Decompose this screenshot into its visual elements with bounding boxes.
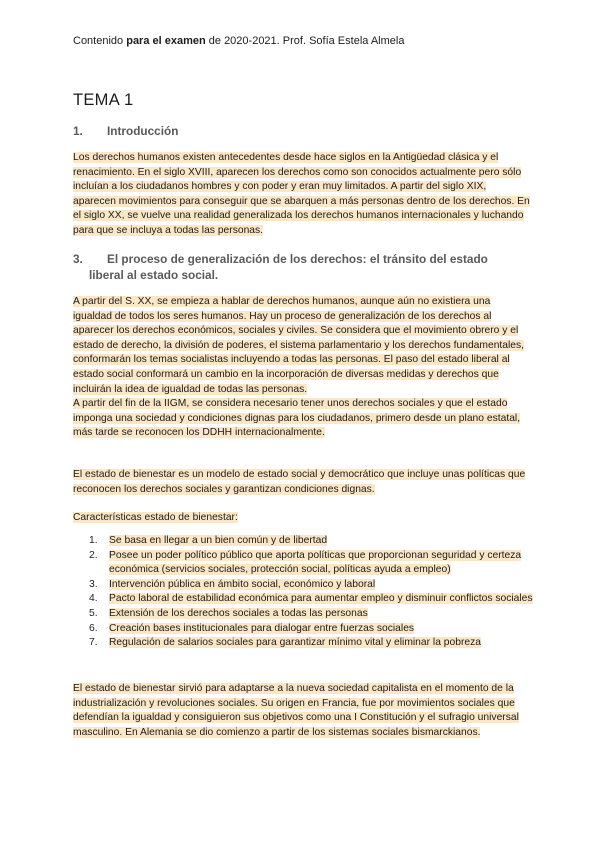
header-prefix: Contenido [73, 35, 127, 47]
list-item-text: Creación bases institucionales para dialogar entre fuerzas sociales [109, 622, 415, 634]
paragraph-final [73, 682, 531, 740]
list-item [73, 578, 533, 593]
paragraph-intro [73, 151, 531, 239]
list-item-text: Pacto laboral de estabilidad económica para aumentar empleo y disminuir conflictos sociales [109, 593, 533, 605]
list-item-number: 3. [89, 578, 98, 590]
features-heading-text: Características estado de bienestar: [73, 512, 238, 523]
section-1-number: 1. [73, 124, 83, 138]
paragraph-siglo-xx [73, 295, 531, 441]
list-item-text: Posee un poder político público que aporta políticas que proporcionan seguridad y certeza económica (servicios sociales, protección social, políticas ayuda a empleo) [109, 549, 522, 576]
list-item [73, 622, 533, 637]
paragraph-intro-text: Los derechos humanos existen antecedentes desde hace siglos en la Antigüedad clásica y el renacimiento. En el siglo XVIII, aparecen los derechos como son conocidos actualmente pero sólo incluían a los ciudadanos hombres y con poder y eran muy limitados. A partir del siglo XIX, aparecen movimientos para conseguir que se abarquen a más personas dentro de los derechos. En el siglo XX, se vuelve una realidad generalizada los derechos humanos internacionales y luchando para que se incluya a todas las personas. [73, 152, 530, 236]
list-item [73, 592, 533, 607]
header-suffix: de 2020-2021. Prof. Sofía Estela Almela [205, 35, 405, 47]
list-item-text: Se basa en llegar a un bien común y de libertad [109, 535, 328, 546]
paragraph-siglo-xx-text: A partir del S. XX, se empieza a hablar de derechos humanos, aunque aún no existiera una igualdad de todos los seres humanos. Hay un proceso de generalización de los derechos al aparecer los derechos económicos, sociales y civiles. Se considera que el movimiento obrero y el estado de derecho, la división de poderes, el sistema parlamentario y los derechos fundamentales, conformarán los temas socialistas incluyendo a todas las personas. El paso del estado liberal al estado social conformará un cambio en la incorporación de diversas medidas y derechos que incluirán la idea de igualdad de todas las personas. [73, 296, 525, 395]
paragraph-final-text: El estado de bienestar sirvió para adaptarse a la nueva sociedad capitalista en el momento de la industrialización y revoluciones sociales. Su origen en Francia, fue por movimientos sociales que defendían la igualdad y consiguieron sus objetivos como una I Constitución y el sufragio universal masculino. En Alemania se dio comienzo a partir de los sistemas sociales bismarckianos. [73, 683, 519, 738]
list-item [73, 607, 533, 622]
features-heading [73, 511, 531, 526]
features-list [73, 534, 533, 651]
list-item-number: 2. [89, 549, 98, 561]
paragraph-bienestar [73, 468, 531, 497]
list-item-number: 6. [89, 622, 98, 634]
header-bold: para el examen [126, 35, 206, 47]
section-3-number: 3. [73, 252, 83, 266]
section-1-heading [73, 124, 178, 138]
list-item-text: Intervención pública en ámbito social, económico y laboral [109, 578, 376, 590]
list-item [73, 534, 533, 549]
paragraph-bienestar-text: El estado de bienestar es un modelo de estado social y democrático que incluye unas políticas que reconocen los derechos sociales y garantizan condiciones dignas. [73, 469, 526, 495]
section-3-title-line2: liberal al estado social. [89, 267, 219, 282]
list-item-number: 4. [89, 593, 98, 605]
list-item-number: 1. [89, 535, 98, 546]
list-item-text: Regulación de salarios sociales para garantizar mínimo vital y eliminar la pobreza [109, 637, 482, 649]
section-1-title: Introducción [107, 124, 179, 138]
list-item-text: Extensión de los derechos sociales a todas las personas [109, 607, 368, 619]
list-item-number: 7. [89, 637, 98, 649]
paragraph-iigm-text: A partir del fin de la IIGM, se considera necesario tener unos derechos sociales y que el estado imponga una sociedad y condiciones dignas para los ciudadanos, primero desde un plano estatal, más tarde se reconocen los DDHH internacionalmente. [73, 398, 521, 439]
document-title: TEMA 1 [73, 91, 134, 109]
list-item [73, 549, 533, 578]
page-header [73, 35, 404, 47]
list-item-number: 5. [89, 607, 98, 619]
section-3-title-line1: El proceso de generalización de los derechos: el tránsito del estado [107, 252, 488, 266]
list-item [73, 636, 533, 651]
section-3-heading [73, 252, 533, 283]
